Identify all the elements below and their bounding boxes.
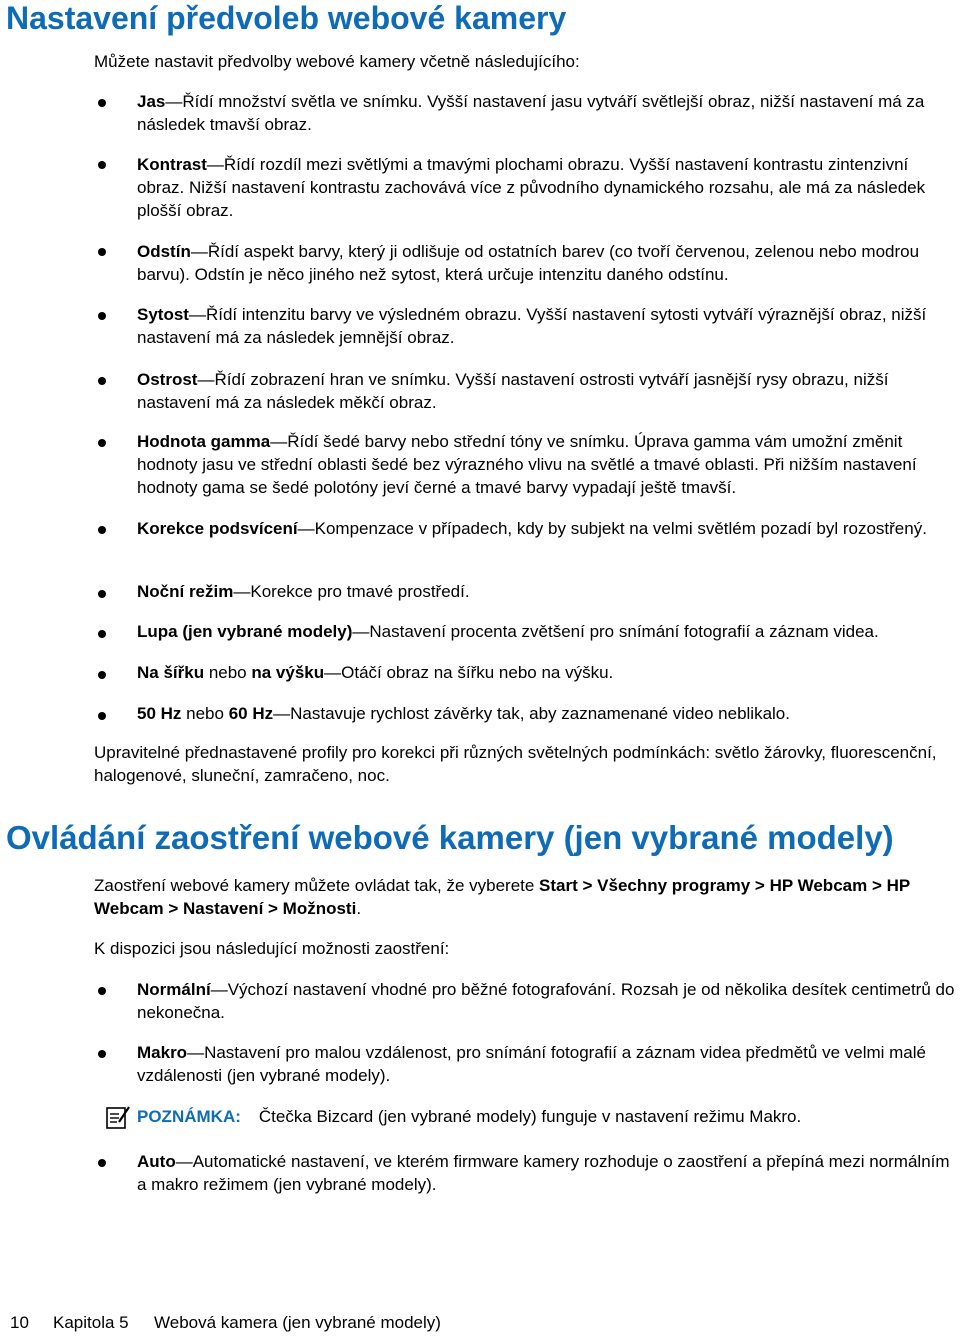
item-conj: nebo bbox=[181, 704, 229, 723]
item-desc: —Řídí zobrazení hran ve snímku. Vyšší nastavení ostrosti vytváří jasnější rysy obrazu, nižší nastavení má za následek měkčí obraz. bbox=[137, 370, 889, 412]
intro-text: Zaostření webové kamery můžete ovládat tak, že vyberete bbox=[94, 876, 540, 895]
list-item-frequency bbox=[137, 702, 960, 725]
bullet-icon bbox=[98, 248, 106, 256]
item-term: Na šířku bbox=[137, 663, 205, 682]
note-text: Čtečka Bizcard (jen vybrané modely) funguje v nastavení režimu Makro. bbox=[258, 1107, 802, 1126]
bullet-icon bbox=[98, 526, 106, 534]
footer-chapter: Kapitola 5 bbox=[53, 1313, 129, 1332]
item-desc: —Řídí intenzitu barvy ve výsledném obrazu. Vyšší nastavení sytosti vytváří výraznější obraz, nižší nastavení má za následek jemnější obraz. bbox=[137, 305, 927, 347]
section2-intro bbox=[94, 874, 956, 920]
item-desc: —Nastavuje rychlost závěrky tak, aby zaznamenané video neblikalo. bbox=[273, 704, 790, 723]
note-label: POZNÁMKA: bbox=[137, 1107, 241, 1126]
section1-outro: Upravitelné přednastavené profily pro korekci při různých světelných podmínkách: světlo žárovky, fluorescenční, halogenové, sluneční, zamračeno, noc. bbox=[94, 743, 937, 785]
item-term: 60 Hz bbox=[228, 704, 274, 723]
list-item-sharpness bbox=[137, 368, 960, 414]
item-desc: —Řídí množství světla ve snímku. Vyšší nastavení jasu vytváří světlejší obraz, nižší nastavení má za následek tmavší obraz. bbox=[137, 92, 925, 134]
list-item-hue bbox=[137, 240, 960, 286]
bullet-icon bbox=[98, 987, 106, 995]
item-term: Auto bbox=[137, 1152, 176, 1171]
item-desc: —Automatické nastavení, ve kterém firmware kamery rozhoduje o zaostření a přepíná mezi normálním a makro režimem (jen vybrané modely). bbox=[137, 1152, 950, 1194]
bullet-icon bbox=[98, 630, 106, 638]
list-item-zoom bbox=[137, 620, 960, 643]
bullet-icon bbox=[98, 439, 106, 447]
section-heading-webcam-preferences: Nastavení předvoleb webové kamery bbox=[6, 0, 567, 36]
list-item-auto bbox=[137, 1150, 960, 1196]
note bbox=[137, 1105, 960, 1128]
bullet-icon bbox=[98, 1159, 106, 1167]
item-desc: —Řídí rozdíl mezi světlými a tmavými plochami obrazu. Vyšší nastavení kontrastu zintenzivní obraz. Nižší nastavení kontrastu zachovává více z původního dynamického rozsahu, ale má za následek plošší obraz. bbox=[137, 155, 926, 220]
item-term: Kontrast bbox=[137, 155, 207, 174]
item-term: Korekce podsvícení bbox=[137, 519, 298, 538]
bullet-icon bbox=[98, 312, 106, 320]
bullet-icon bbox=[98, 712, 106, 720]
item-desc: —Řídí aspekt barvy, který ji odlišuje od ostatních barev (co tvoří červenou, zelenou nebo modrou barvu). Odstín je něco jiného než sytost, která určuje intenzitu daného odstínu. bbox=[137, 242, 920, 284]
section1-intro: Můžete nastavit předvolby webové kamery včetně následujícího: bbox=[94, 52, 580, 71]
list-item-macro bbox=[137, 1041, 960, 1087]
footer-chapter-title: Webová kamera (jen vybrané modely) bbox=[154, 1313, 441, 1332]
item-term: Sytost bbox=[137, 305, 189, 324]
page-number: 10 bbox=[10, 1313, 29, 1332]
item-term: Hodnota gamma bbox=[137, 432, 271, 451]
item-term: Odstín bbox=[137, 242, 191, 261]
item-term: Makro bbox=[137, 1043, 188, 1062]
bullet-icon bbox=[98, 377, 106, 385]
list-item-orientation bbox=[137, 661, 960, 684]
bullet-icon bbox=[98, 671, 106, 679]
list-item-contrast bbox=[137, 153, 960, 222]
intro-end: . bbox=[356, 899, 362, 918]
bullet-icon bbox=[98, 161, 106, 169]
item-desc: —Nastavení pro malou vzdálenost, pro snímání fotografií a záznam videa předmětů ve velmi malé vzdálenosti (jen vybrané modely). bbox=[137, 1043, 926, 1085]
list-item-backlight bbox=[137, 517, 960, 540]
item-conj: nebo bbox=[204, 663, 252, 682]
item-desc: —Řídí šedé barvy nebo střední tóny ve snímku. Úprava gamma vám umožní změnit hodnoty jasu ve střední oblasti šedé bez výrazného vlivu na světlé a tmavé oblasti. Při nižším nastavení hodnoty gama se šedé polotóny jeví černé a tmavé barvy vypadají ještě tmavší. bbox=[137, 432, 917, 497]
item-term: 50 Hz bbox=[137, 704, 182, 723]
item-desc: —Kompenzace v případech, kdy by subjekt na velmi světlém pozadí byl rozostřený. bbox=[297, 519, 927, 538]
list-item-gamma bbox=[137, 430, 960, 499]
menu-path: Start > Všechny programy > HP Webcam > HP Webcam > Nastavení > Možnosti bbox=[94, 876, 910, 918]
item-term: Jas bbox=[137, 92, 166, 111]
item-desc: —Výchozí nastavení vhodné pro běžné fotografování. Rozsah je od několika desítek centimetrů do nekonečna. bbox=[137, 980, 955, 1022]
note-icon bbox=[105, 1104, 131, 1130]
list-item-brightness bbox=[137, 90, 960, 136]
list-item-night-mode bbox=[137, 580, 960, 603]
item-term: Lupa (jen vybrané modely) bbox=[137, 622, 353, 641]
bullet-icon bbox=[98, 590, 106, 598]
bullet-icon bbox=[98, 1050, 106, 1058]
item-desc: —Otáčí obraz na šířku nebo na výšku. bbox=[324, 663, 614, 682]
list-item-normal bbox=[137, 978, 960, 1024]
bullet-icon bbox=[98, 99, 106, 107]
section-heading-focus-control: Ovládání zaostření webové kamery (jen vybrané modely) bbox=[6, 819, 894, 856]
item-term: Ostrost bbox=[137, 370, 198, 389]
item-desc: —Korekce pro tmavé prostředí. bbox=[233, 582, 470, 601]
item-term: Normální bbox=[137, 980, 211, 999]
item-term: Noční režim bbox=[137, 582, 234, 601]
list-item-saturation bbox=[137, 303, 960, 349]
item-term: na výšku bbox=[251, 663, 325, 682]
item-desc: —Nastavení procenta zvětšení pro snímání fotografií a záznam videa. bbox=[352, 622, 879, 641]
focus-options-intro: K dispozici jsou následující možnosti zaostření: bbox=[94, 939, 450, 958]
